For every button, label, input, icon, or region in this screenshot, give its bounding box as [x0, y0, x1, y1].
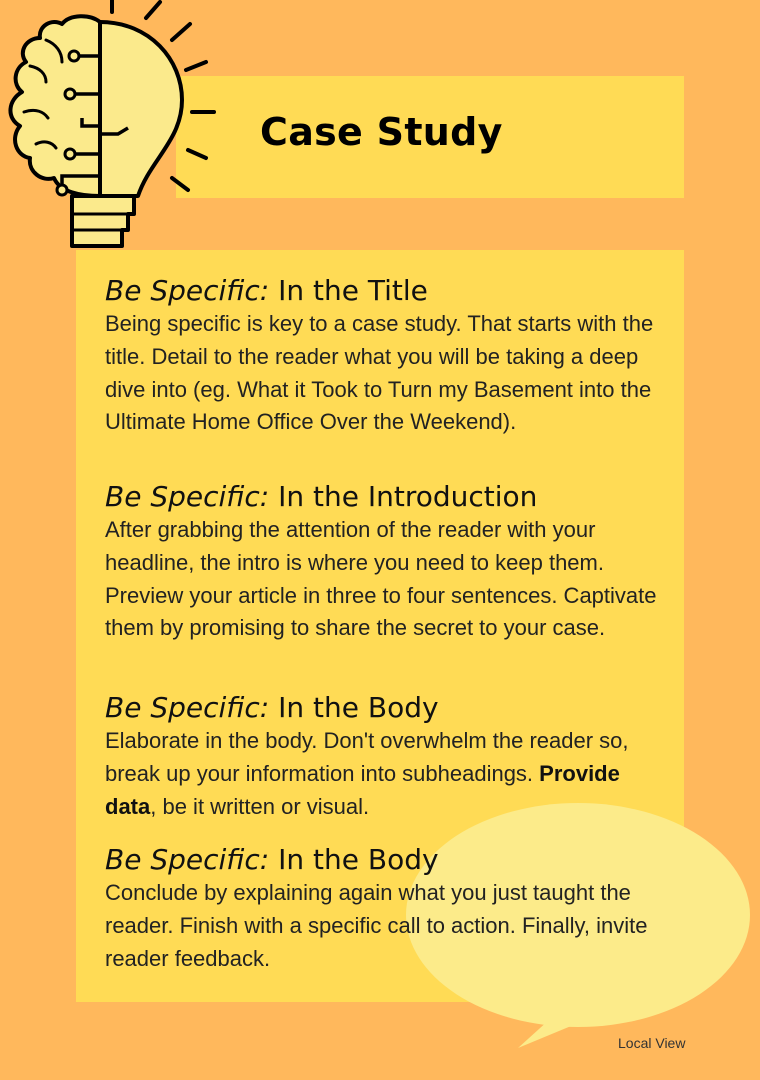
section-body-data	[105, 691, 665, 823]
section-heading-emphasis: Be Specific:	[105, 480, 270, 513]
section-heading-rest: In the Introduction	[269, 480, 538, 513]
section-heading-rest: In the Body	[269, 691, 439, 724]
section-heading-emphasis: Be Specific:	[105, 843, 270, 876]
section-body-bold: Provide data	[105, 760, 620, 819]
section-title	[105, 274, 665, 439]
section-heading	[105, 691, 665, 725]
section-body: Conclude by explaining again what you just taught the reader. Finish with a specific call to action. Finally, invite reader feedback.	[105, 880, 648, 971]
footer-credit: Local View	[618, 1035, 686, 1051]
section-body: After grabbing the attention of the reader with your headline, the intro is where you need to keep them. Preview your article in three to four sentences. Captivate them by promising to share the secret to your case.	[105, 517, 657, 641]
section-heading-emphasis: Be Specific:	[105, 691, 270, 724]
section-body-text-end: , be it written or visual.	[150, 793, 370, 819]
section-conclusion	[105, 843, 665, 975]
section-heading	[105, 843, 665, 877]
section-heading	[105, 480, 665, 514]
section-body	[105, 725, 665, 823]
section-heading	[105, 274, 665, 308]
section-introduction	[105, 480, 665, 645]
section-body: Being specific is key to a case study. That starts with the title. Detail to the reader what you will be taking a deep dive into (eg. What it Took to Turn my Basement into the Ultimate Home Office Over the Weekend).	[105, 311, 654, 435]
section-body-text: Elaborate in the body. Don't overwhelm the reader so, break up your information into subheadings.	[105, 728, 629, 786]
section-heading-rest: In the Title	[269, 274, 428, 307]
page-title: Case Study	[260, 110, 503, 154]
brain-lightbulb-icon	[0, 0, 230, 260]
section-heading-rest: In the Body	[269, 843, 439, 876]
section-heading-emphasis: Be Specific:	[105, 274, 270, 307]
